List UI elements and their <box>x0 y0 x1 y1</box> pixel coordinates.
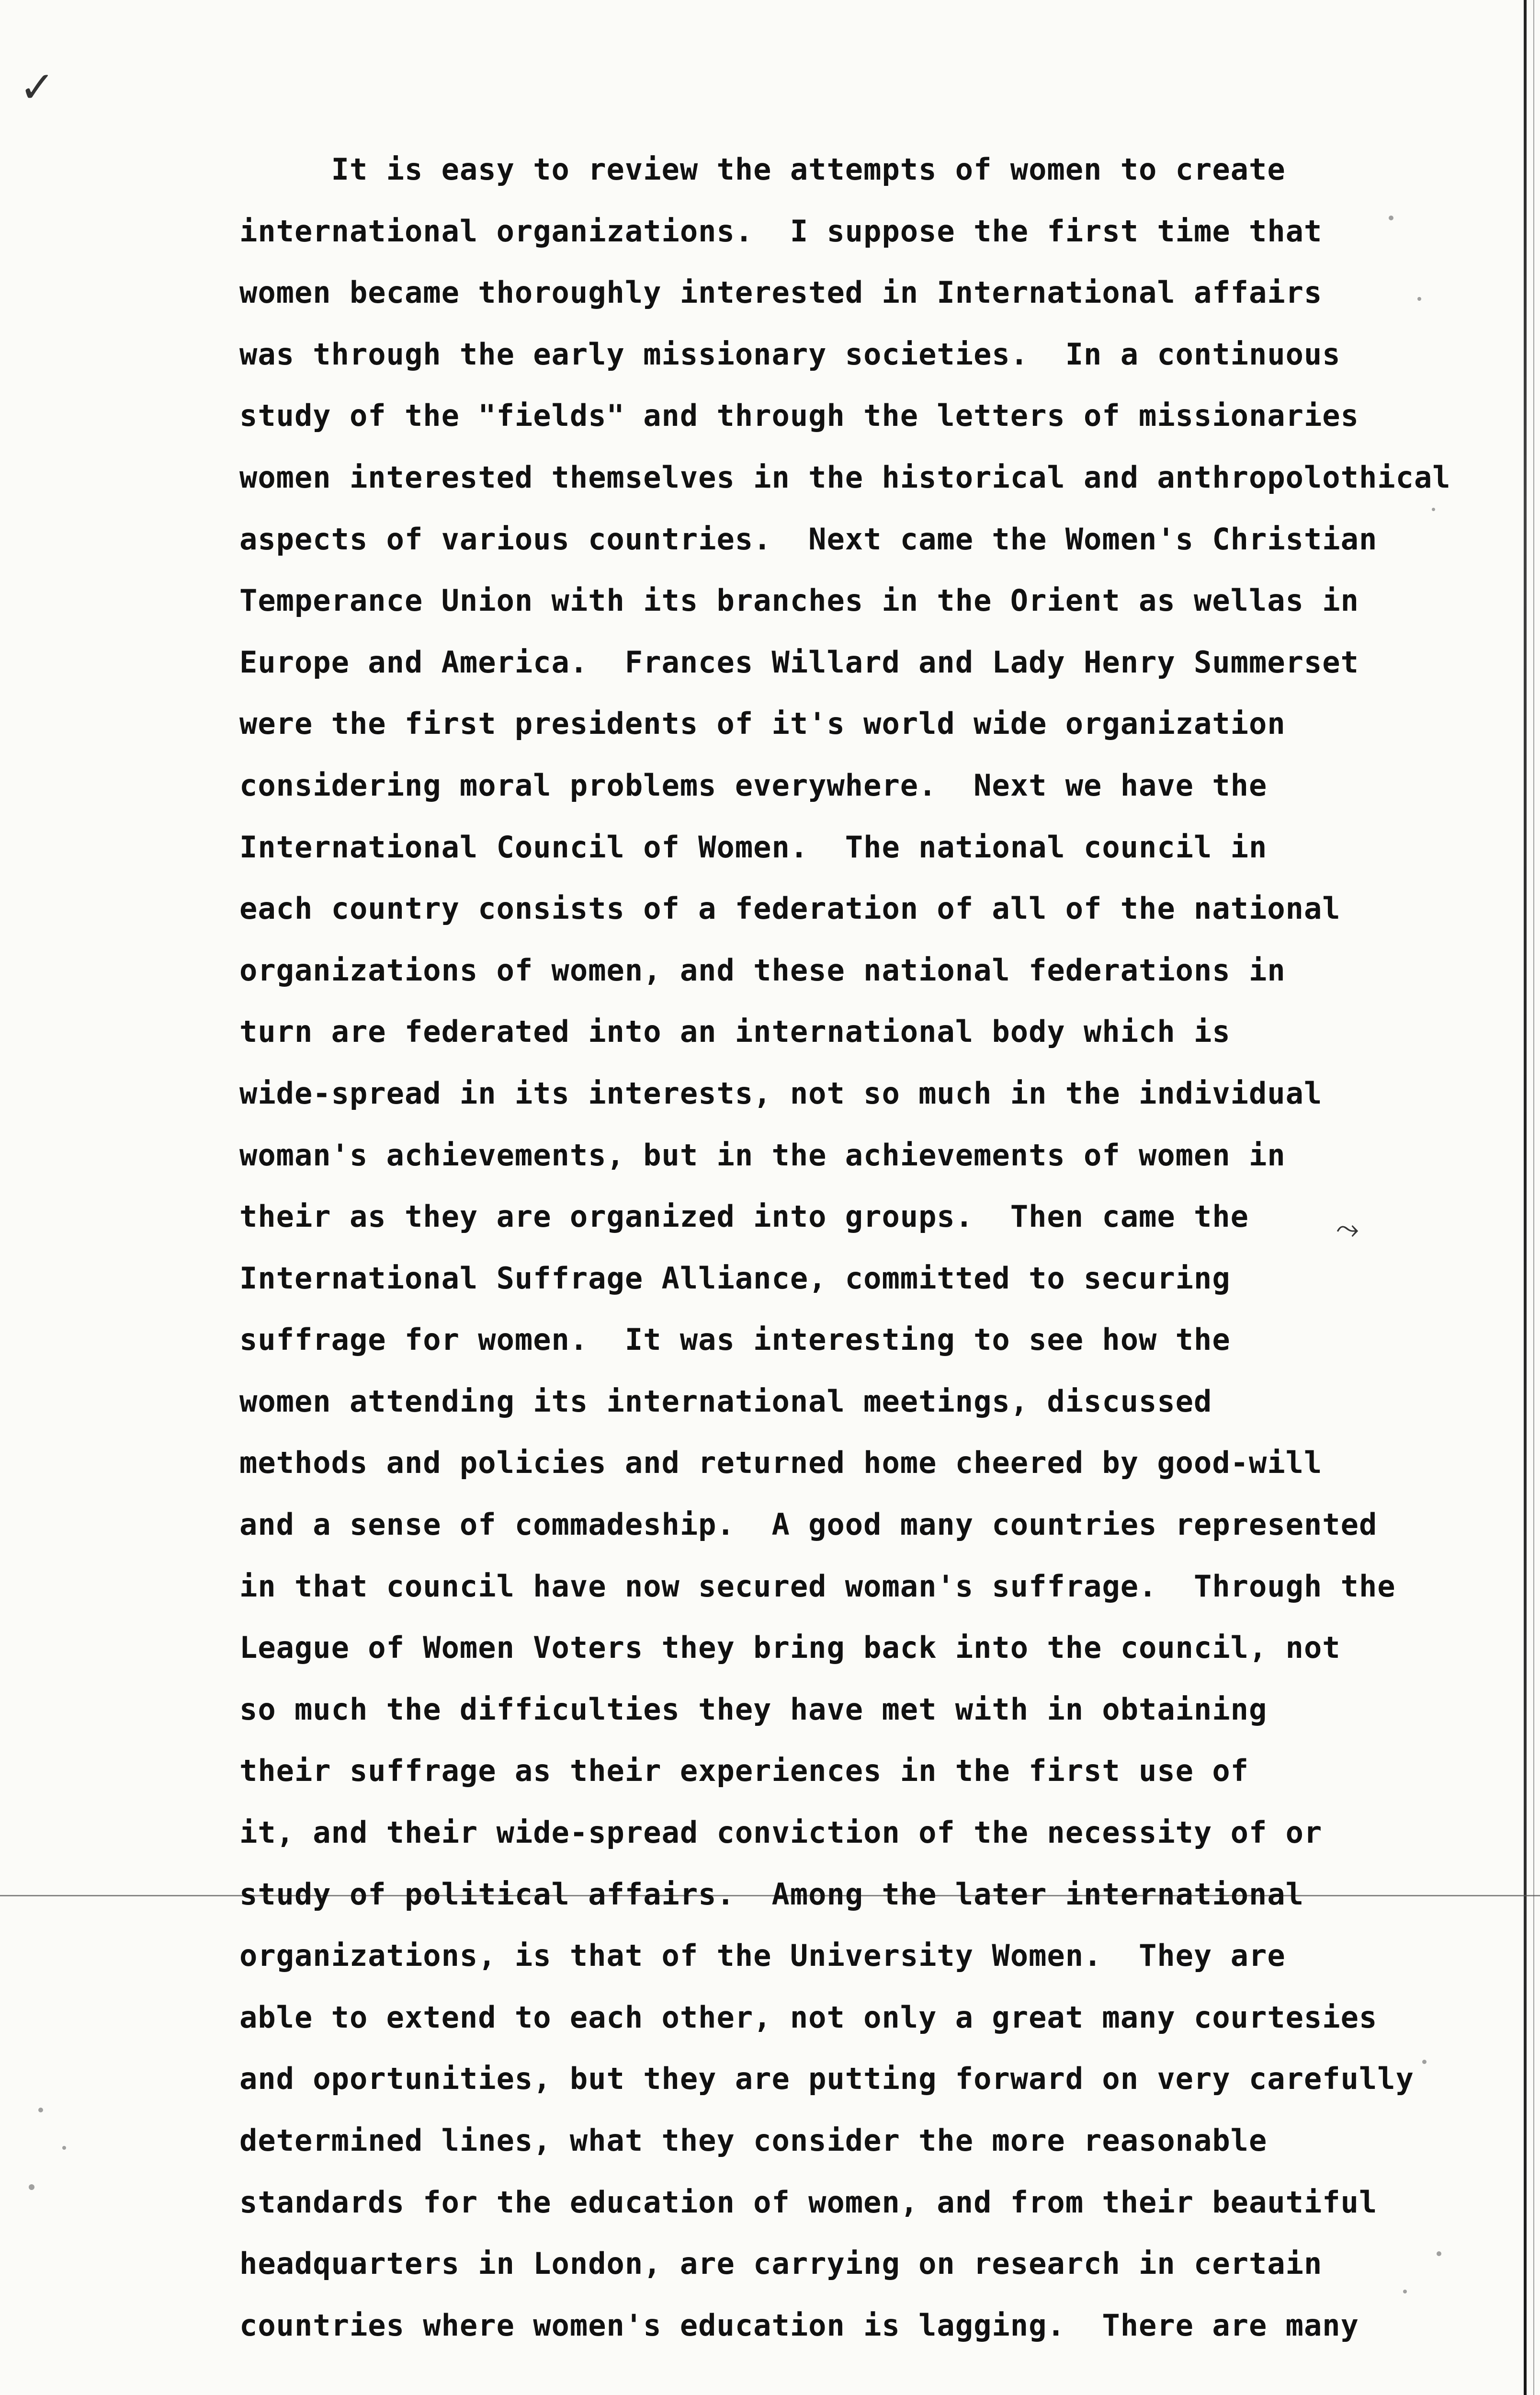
typed-text-body <box>239 139 1465 2356</box>
text-line: aspects of various countries. Next came the Women's Christian <box>239 521 1378 557</box>
text-line: International Suffrage Alliance, committed to securing <box>239 1260 1231 1296</box>
text-line: study of political affairs. Among the later international <box>239 1876 1304 1912</box>
text-line: organizations of women, and these national federations in <box>239 952 1286 988</box>
text-line: international organizations. I suppose the first time that <box>239 213 1323 249</box>
text-line: determined lines, what they consider the more reasonable <box>239 2123 1268 2158</box>
text-line: wide-spread in its interests, not so much in the individual <box>239 1075 1323 1111</box>
text-line: International Council of Women. The national council in <box>239 829 1268 865</box>
text-line: and oportunities, but they are putting forward on very carefully <box>239 2061 1414 2097</box>
text-line: Europe and America. Frances Willard and Lady Henry Summerset <box>239 644 1359 680</box>
text-line: It is easy to review the attempts of women to create <box>239 152 1286 187</box>
text-line: and a sense of commadeship. A good many countries represented <box>239 1507 1378 1542</box>
text-line: so much the difficulties they have met with in obtaining <box>239 1691 1268 1727</box>
text-line: League of Women Voters they bring back into the council, not <box>239 1630 1341 1665</box>
text-line: considering moral problems everywhere. Next we have the <box>239 767 1268 803</box>
text-line: organizations, is that of the University Women. They are <box>239 1938 1286 1973</box>
text-line: in that council have now secured woman's suffrage. Through the <box>239 1568 1396 1604</box>
text-line: women interested themselves in the historical and anthropolothical <box>239 459 1451 495</box>
text-line: each country consists of a federation of all of the national <box>239 891 1341 926</box>
text-line: able to extend to each other, not only a great many courtesies <box>239 1999 1378 2035</box>
speckle <box>62 2146 66 2150</box>
text-line: turn are federated into an international body which is <box>239 1014 1231 1049</box>
text-line: women became thoroughly interested in International affairs <box>239 275 1323 310</box>
page-edge-border-secondary <box>1533 0 1534 2395</box>
text-line: were the first presidents of it's world wide organization <box>239 706 1286 741</box>
text-line: was through the early missionary societies. In a continuous <box>239 336 1341 372</box>
text-line: women attending its international meetings, discussed <box>239 1383 1212 1419</box>
page-edge-border <box>1524 0 1527 2395</box>
text-line: headquarters in London, are carrying on research in certain <box>239 2246 1323 2281</box>
text-line: Temperance Union with its branches in the Orient as wellas in <box>239 583 1359 618</box>
corner-check-mark: ✓ <box>19 62 56 113</box>
text-line: suffrage for women. It was interesting to see how the <box>239 1322 1231 1357</box>
text-line: methods and policies and returned home cheered by good-will <box>239 1445 1323 1481</box>
margin-arrow-mark: ⤳ <box>1336 1212 1359 1245</box>
text-line: standards for the education of women, and from their beautiful <box>239 2184 1378 2220</box>
text-line: their as they are organized into groups. Then came the <box>239 1199 1249 1234</box>
text-line: study of the "fields" and through the letters of missionaries <box>239 398 1359 433</box>
text-line: it, and their wide-spread conviction of the necessity of or <box>239 1815 1323 1850</box>
speckle <box>29 2184 34 2190</box>
text-line: woman's achievements, but in the achievements of women in <box>239 1137 1286 1173</box>
text-line: countries where women's education is lagging. There are many <box>239 2307 1359 2343</box>
text-line: their suffrage as their experiences in the first use of <box>239 1753 1249 1789</box>
speckle <box>38 2108 43 2112</box>
